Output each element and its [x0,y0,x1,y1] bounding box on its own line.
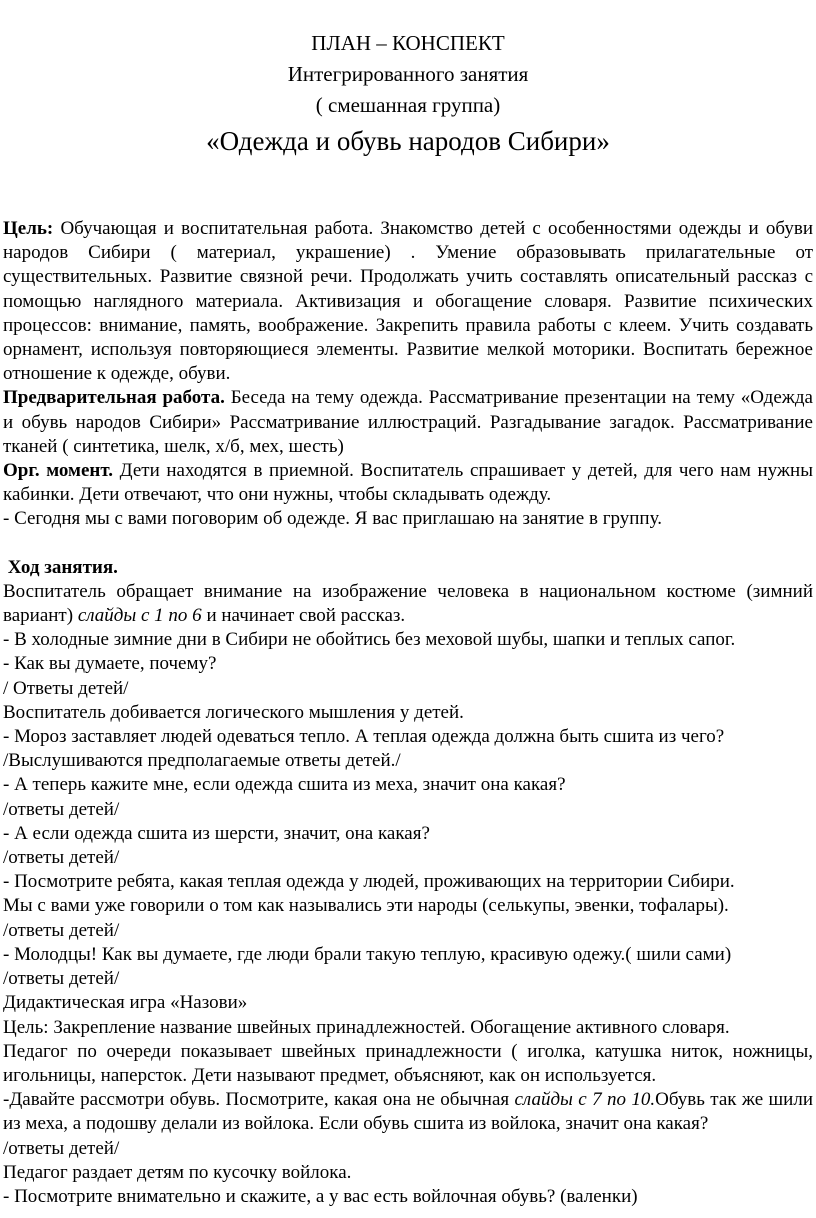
goal-label: Цель: [3,218,54,239]
lesson-line: - А если одежда сшита из шерсти, значит, она какая? [3,822,430,844]
lesson-line: / Ответы детей/ [3,677,129,699]
lesson-line: /ответы детей/ [3,968,120,990]
doc-header-line3: ( смешанная группа) [315,93,501,117]
lesson-line: /ответы детей/ [3,798,120,820]
lesson-line: /ответы детей/ [3,1137,120,1159]
lesson-line: Педагог раздает детям по кусочку войлока. [3,1161,352,1183]
org-text: Дети находятся в приемной. Воспитатель спрашивает у детей, для чего нам нужны кабинки. Дети отвечают, что они нужны, чтобы складывать одежду. [3,460,813,506]
spacer [3,159,813,217]
lesson-line: - Посмотрите ребята, какая теплая одежда у людей, проживающих на территории Сибири. [3,871,735,893]
slides-ref-1: слайды с 1 по 6 [77,605,202,627]
lesson-heading: Ход занятия. [7,556,118,578]
lesson-line: Мы с вами уже говорили о том как назывались эти народы (селькупы, эвенки, тофалары). [3,895,729,917]
org-line: - Сегодня мы с вами поговорим об одежде. Я вас приглашаю на занятие в группу. [3,508,662,530]
game-goal: Цель: Закрепление название швейных принадлежностей. Обогащение активного словаря. [3,1016,730,1038]
prep-label: Предварительная работа. [3,387,225,409]
slides-ref-2: слайды с 7 по 10. [514,1089,656,1111]
lesson-line: /ответы детей/ [3,919,120,941]
doc-header-line1: ПЛАН – КОНСПЕКТ [311,31,505,55]
lesson-line: - Молодцы! Как вы думаете, где люди брали такую теплую, красивую одежу.( шили сами) [3,943,732,965]
doc-title: «Одежда и обувь народов Сибири» [206,126,610,156]
lesson-line: /ответы детей/ [3,847,120,869]
goal-paragraph [3,217,813,386]
org-paragraph [3,459,813,507]
lesson-line: Воспитатель добивается логического мышления у детей. [3,701,464,723]
game-title: Дидактическая игра «Назови» [3,992,248,1014]
footwear-paragraph: -Давайте рассмотри обувь. Посмотрите, какая она не обычная слайды с 7 по 10.Обувь так же шили из меха, а подошву делали из войлока. Если обувь сшита из войлока, значит она какая? [3,1089,813,1135]
spacer [3,532,813,556]
org-label: Орг. момент. [3,460,114,482]
lesson-line: - Как вы думаете, почему? [3,653,217,675]
lesson-line: - Посмотрите внимательно и скажите, а у вас есть войлочная обувь? (валенки) [3,1185,638,1207]
doc-header-line2: Интегрированного занятия [287,62,529,86]
prep-text: Беседа на тему одежда. Рассматривание презентации на тему «Одежда и обувь народов Сибири» Рассматривание иллюстраций. Разгадывание загадок. Рассматривание тканей ( синтетика, шелк, х/б, мех, шесть) [3,387,813,457]
sewing-paragraph: Педагог по очереди показывает швейных принадлежности ( иголка, катушка ниток, ножницы, игольницы, наперсток. Дети называют предмет, объясняют, как он используется. [3,1040,813,1086]
lesson-intro-paragraph: Воспитатель обращает внимание на изображение человека в национальном костюме (зимний вариант) слайды с 1 по 6 и начинает свой рассказ. [3,580,813,627]
goal-text: Обучающая и воспитательная работа. Знакомство детей с особенностями одежды и обуви народов Сибири ( материал, украшение) . Умение образовывать прилагательные от существительных. Развитие связной речи. Продолжать учить составлять описательный рассказ с помощью наглядного материала. Активизация и обогащение словаря. Развитие психических процессов: внимание, память, воображение. Закрепить правила работы с клеем. Учить создавать орнамент, используя повторяющиеся элементы. Развитие мелкой моторики. Воспитать бережное отношение к одежде, обуви. [3,218,813,385]
lesson-line: /Выслушиваются предполагаемые ответы детей./ [3,750,401,772]
lesson-line: - А теперь кажите мне, если одежда сшита из меха, значит она какая? [3,774,566,796]
lesson-line: - В холодные зимние дни в Сибири не обойтись без меховой шубы, шапки и теплых сапог. [3,629,736,651]
prep-paragraph [3,386,813,459]
lesson-line: - Мороз заставляет людей одеваться тепло. А теплая одежда должна быть сшита из чего? [3,726,725,748]
